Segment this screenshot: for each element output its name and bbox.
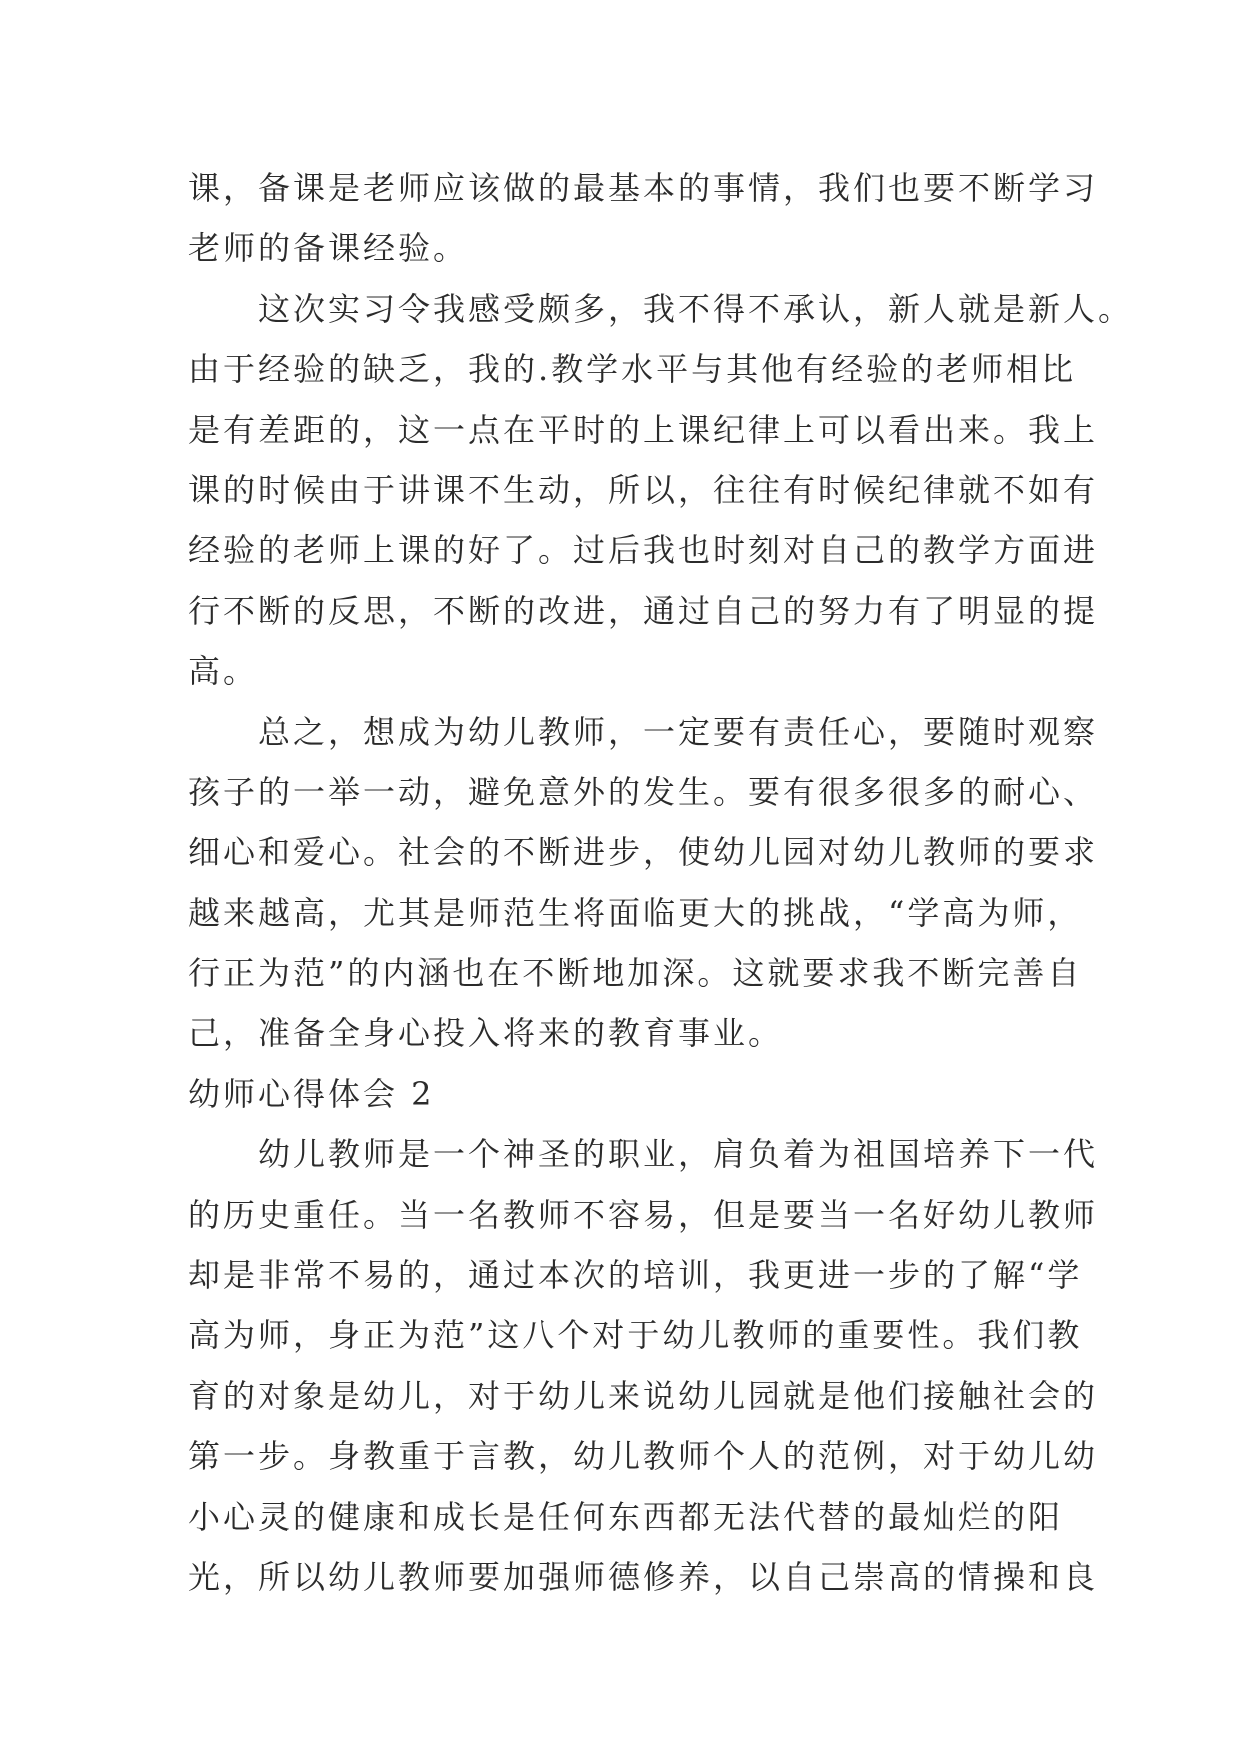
text-line: 越来越高，尤其是师范生将面临更大的挑战，“学高为师， <box>188 893 1083 932</box>
text-line: 孩子的一举一动，避免意外的发生。要有很多很多的耐心、 <box>188 772 1099 811</box>
text-line: 行不断的反思，不断的改进，通过自己的努力有了明显的提 <box>188 591 1099 630</box>
text-line: 老师的备课经验。 <box>188 229 469 268</box>
text-line: 行正为范”的内涵也在不断地加深。这就要求我不断完善自 <box>188 954 1083 993</box>
text-line: 却是非常不易的，通过本次的培训，我更进一步的了解“学 <box>188 1256 1083 1295</box>
text-line: 课，备课是老师应该做的最基本的事情，我们也要不断学习 <box>188 169 1099 207</box>
document-body <box>188 158 1134 1607</box>
paragraph-start-line: 这次实习令我感受颇多，我不得不承认，新人就是新人。 <box>258 289 1134 328</box>
text-line: 的历史重任。当一名教师不容易，但是要当一名好幼儿教师 <box>188 1195 1099 1234</box>
text-line: 是有差距的，这一点在平时的上课纪律上可以看出来。我上 <box>188 410 1099 449</box>
text-line: 小心灵的健康和成长是任何东西都无法代替的最灿烂的阳 <box>188 1497 1064 1536</box>
text-line: 第一步。身教重于言教，幼儿教师个人的范例，对于幼儿幼 <box>188 1437 1099 1476</box>
text-line: 经验的老师上课的好了。过后我也时刻对自己的教学方面进 <box>188 531 1099 570</box>
text-line: 己，准备全身心投入将来的教育事业。 <box>188 1014 784 1053</box>
section-heading: 幼师心得体会 2 <box>188 1074 435 1113</box>
text-line: 细心和爱心。社会的不断进步，使幼儿园对幼儿教师的要求 <box>188 833 1099 872</box>
paragraph-start-line: 总之，想成为幼儿教师，一定要有责任心，要随时观察 <box>258 712 1099 751</box>
text-line: 光，所以幼儿教师要加强师德修养，以自己崇高的情操和良 <box>188 1557 1099 1596</box>
text-line: 由于经验的缺乏，我的.教学水平与其他有经验的老师相比 <box>188 350 1077 389</box>
text-line: 高。 <box>188 652 259 691</box>
text-line: 育的对象是幼儿，对于幼儿来说幼儿园就是他们接触社会的 <box>188 1376 1099 1415</box>
text-line: 高为师，身正为范”这八个对于幼儿教师的重要性。我们教 <box>188 1316 1083 1355</box>
text-line: 课的时候由于讲课不生动，所以，往往有时候纪律就不如有 <box>188 470 1099 509</box>
paragraph-start-line: 幼儿教师是一个神圣的职业，肩负着为祖国培养下一代 <box>258 1135 1099 1174</box>
